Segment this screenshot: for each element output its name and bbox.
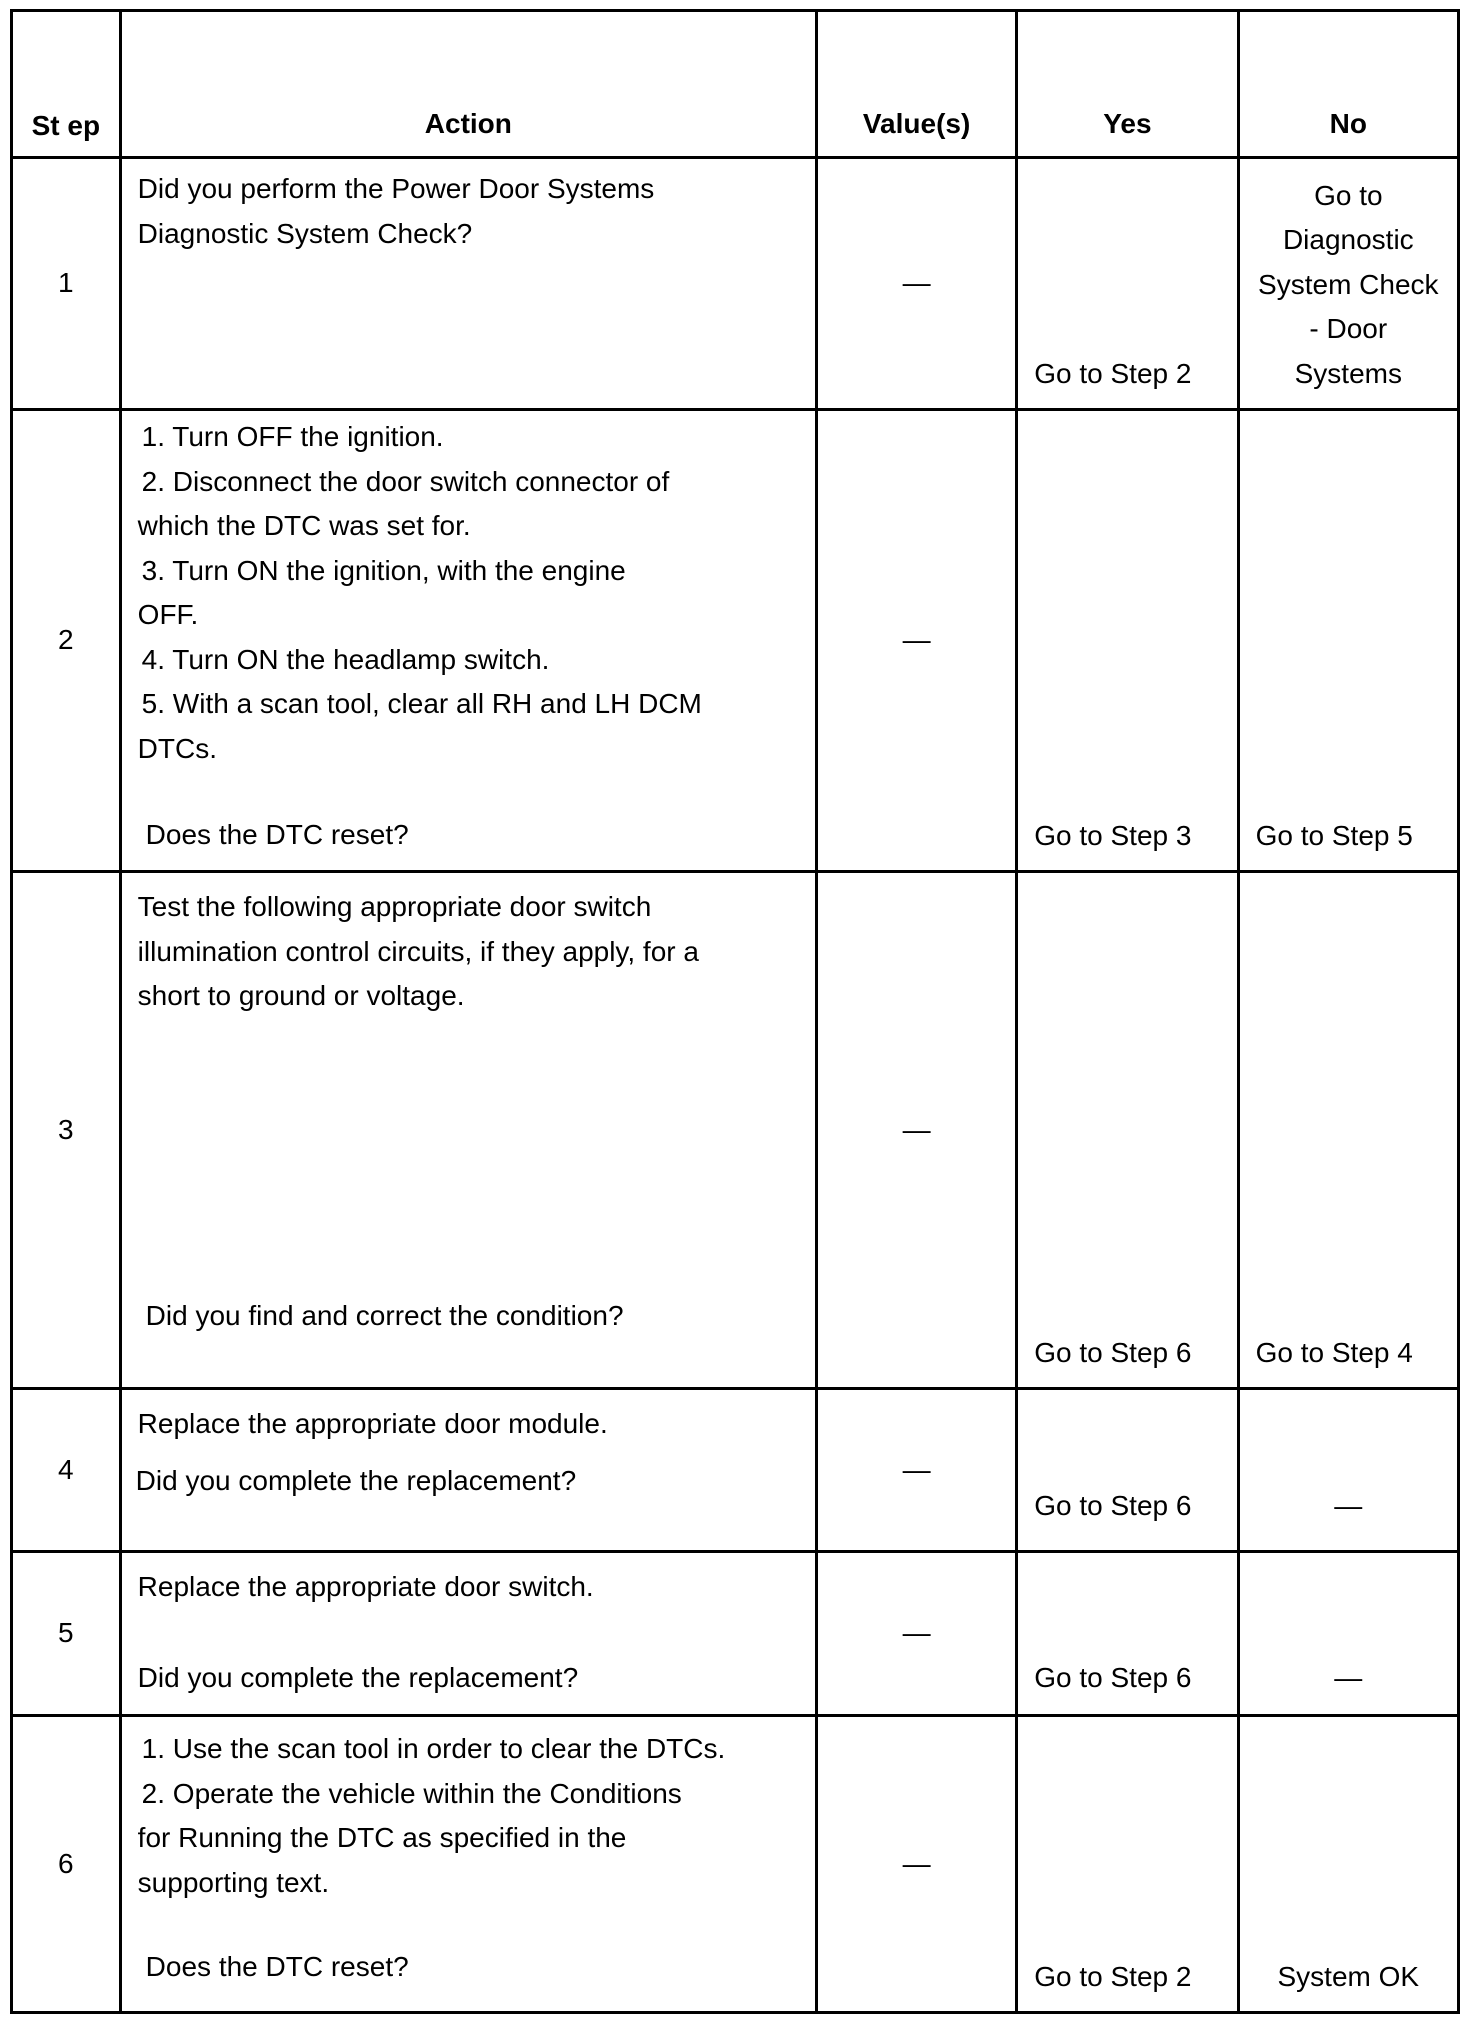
- no-cell: Go to Step 5: [1238, 410, 1458, 872]
- no-cell: Go to Diagnostic System Check - Door Systems: [1238, 158, 1458, 410]
- step-number: 5: [12, 1552, 121, 1716]
- action-cell: [120, 410, 816, 872]
- action-line: 5. With a scan tool, clear all RH and LH DCM: [141, 688, 702, 719]
- action-line: which the DTC was set for.: [137, 510, 471, 541]
- action-question: Did you find and correct the condition?: [145, 1299, 624, 1331]
- value-cell: —: [817, 158, 1017, 410]
- header-row: [12, 11, 1459, 158]
- step-number: 2: [12, 410, 121, 872]
- action-cell: [120, 1389, 816, 1552]
- header-action: Action: [120, 11, 816, 158]
- action-line: illumination control circuits, if they apply, for a: [137, 935, 699, 967]
- table-row: [12, 410, 1459, 872]
- yes-cell: Go to Step 2: [1017, 158, 1238, 410]
- table-row: [12, 1552, 1459, 1716]
- action-line: 2. Operate the vehicle within the Conditions: [141, 1777, 682, 1809]
- action-line: Replace the appropriate door module.: [137, 1408, 608, 1439]
- action-line: DTCs.: [137, 732, 217, 764]
- table-row: [12, 158, 1459, 410]
- action-cell: [120, 872, 816, 1389]
- action-question: Does the DTC reset?: [145, 1951, 409, 1982]
- value-cell: —: [817, 1552, 1017, 1716]
- value-cell: —: [817, 1389, 1017, 1552]
- yes-cell: Go to Step 6: [1017, 1389, 1238, 1552]
- table-row: [12, 872, 1459, 1389]
- value-cell: —: [817, 872, 1017, 1389]
- action-line: OFF.: [137, 599, 199, 630]
- action-line: short to ground or voltage.: [137, 980, 465, 1011]
- step-number: 1: [12, 158, 121, 410]
- yes-cell: Go to Step 6: [1017, 1552, 1238, 1716]
- action-line: 1. Turn OFF the ignition.: [141, 421, 444, 452]
- no-cell: —: [1238, 1552, 1458, 1716]
- action-line: 1. Use the scan tool in order to clear the DTCs.: [141, 1733, 726, 1764]
- action-cell: [120, 1716, 816, 2013]
- action-line: Test the following appropriate door switch: [137, 891, 652, 922]
- value-cell: —: [817, 1716, 1017, 2013]
- step-number: 3: [12, 872, 121, 1389]
- yes-cell: Go to Step 6: [1017, 872, 1238, 1389]
- yes-cell: Go to Step 3: [1017, 410, 1238, 872]
- action-question: Did you complete the replacement?: [135, 1464, 577, 1496]
- action-line: 2. Disconnect the door switch connector of: [141, 465, 670, 497]
- header-no: No: [1238, 11, 1458, 158]
- step-number: 6: [12, 1716, 121, 2013]
- action-line: Did you perform the Power Door Systems: [137, 173, 655, 204]
- action-question: Did you complete the replacement?: [137, 1661, 579, 1693]
- value-cell: —: [817, 410, 1017, 872]
- header-values: Value(s): [817, 11, 1017, 158]
- step-number: 4: [12, 1389, 121, 1552]
- no-cell: System OK: [1238, 1716, 1458, 2013]
- action-line: for Running the DTC as specified in the: [137, 1822, 627, 1853]
- action-cell: [120, 1552, 816, 1716]
- no-cell: Go to Step 4: [1238, 872, 1458, 1389]
- table-row: [12, 1716, 1459, 2013]
- action-line: 3. Turn ON the ignition, with the engine: [141, 554, 626, 586]
- action-line: Replace the appropriate door switch.: [137, 1571, 594, 1602]
- action-line: Diagnostic System Check?: [137, 217, 473, 249]
- diagnostic-table: [10, 9, 1460, 2014]
- action-line: supporting text.: [137, 1866, 330, 1898]
- table-row: [12, 1389, 1459, 1552]
- action-question: Does the DTC reset?: [145, 819, 409, 850]
- yes-cell: Go to Step 2: [1017, 1716, 1238, 2013]
- header-yes: Yes: [1017, 11, 1238, 158]
- action-cell: [120, 158, 816, 410]
- no-cell: —: [1238, 1389, 1458, 1552]
- header-step: St ep: [12, 11, 121, 158]
- action-line: 4. Turn ON the headlamp switch.: [141, 643, 550, 675]
